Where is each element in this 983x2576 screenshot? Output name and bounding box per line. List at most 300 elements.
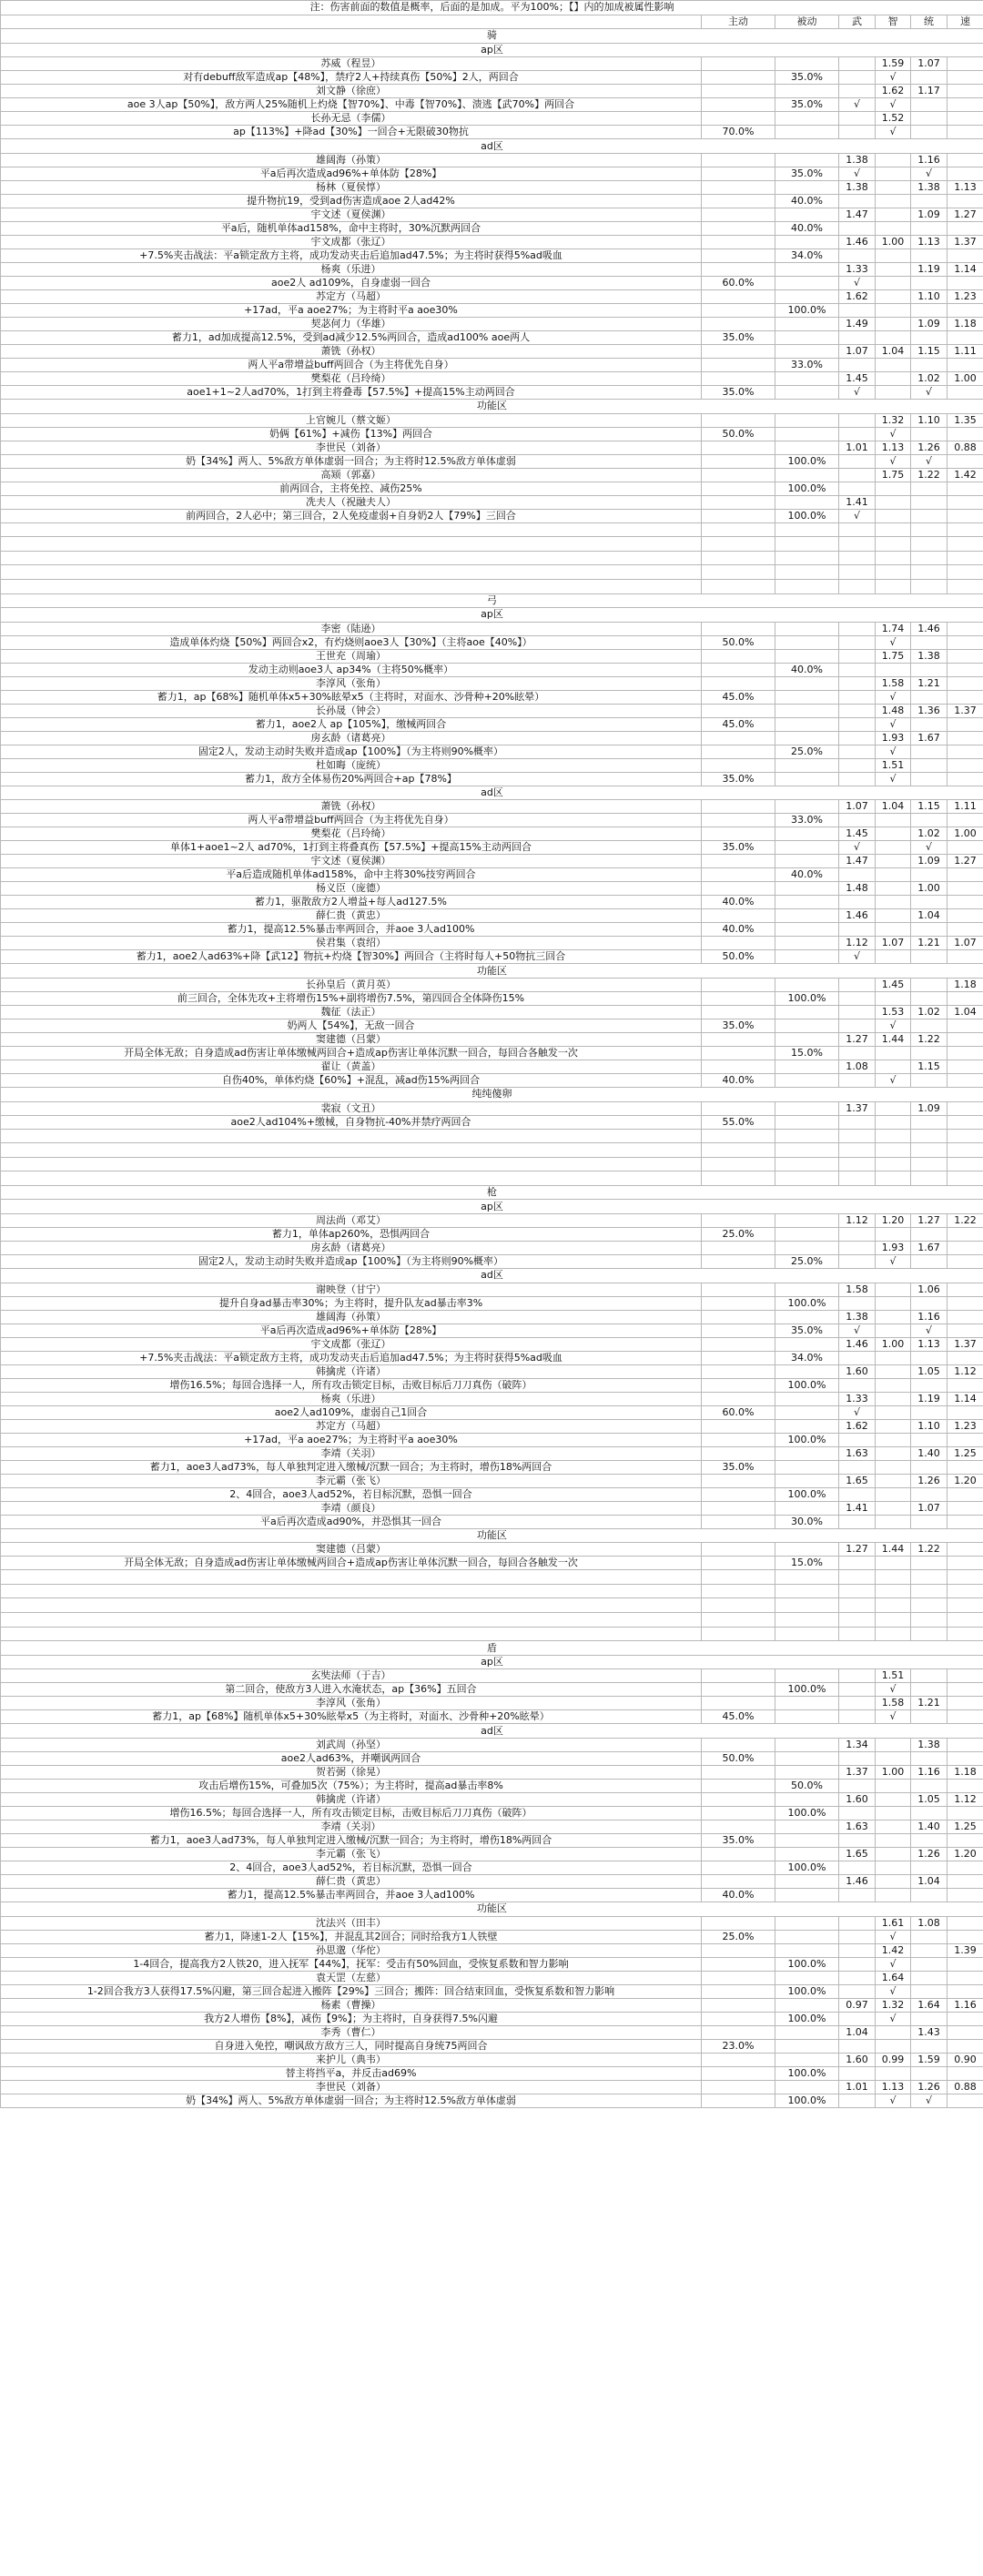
su-cell <box>948 1669 983 1683</box>
empty-cell <box>702 1171 775 1186</box>
hero-cell: 替主将挡平a，并反击ad69% <box>1 2066 702 2080</box>
su-cell <box>948 1861 983 1875</box>
su-cell <box>948 1046 983 1060</box>
table-row <box>1 371 983 385</box>
table-row <box>1 358 983 371</box>
hero-cell: 萧铣（孙权） <box>1 800 702 814</box>
empty-cell <box>876 565 911 580</box>
zone-row <box>1 1200 983 1214</box>
hero-cell: 1-4回合，提高我方2人铁20，进入抚军【44%】，抚军：受击有50%回血，受恢复系数和智力影响 <box>1 1957 702 1971</box>
wu-cell <box>839 303 876 317</box>
active-cell <box>702 1984 775 1998</box>
zhi-cell <box>876 509 911 522</box>
hero-cell: 增伤16.5%；每回合选择一人，所有攻击锁定目标，击败目标后刀刀真伤（破阵） <box>1 1378 702 1392</box>
active-cell <box>702 649 775 663</box>
zone-title: 功能区 <box>1 964 983 979</box>
tong-cell: 1.09 <box>911 208 948 221</box>
su-cell <box>948 1115 983 1129</box>
zhi-cell <box>876 1557 911 1570</box>
hero-cell: aoe2人 ad109%，自身虚弱一回合 <box>1 276 702 289</box>
hero-cell: 攻击后增伤15%，可叠加5次（75%）；为主将时，提高ad暴击率8% <box>1 1780 702 1793</box>
empty-cell <box>1 579 702 593</box>
wu-cell: 1.38 <box>839 153 876 167</box>
passive-cell: 100.0% <box>775 2066 839 2080</box>
active-cell <box>702 454 775 468</box>
zhi-cell: 0.99 <box>876 2053 911 2066</box>
wu-cell: 1.01 <box>839 2080 876 2094</box>
zhi-cell <box>876 1446 911 1460</box>
hero-cell: 蓄力1，提高12.5%暴击率两回合，并aoe 3人ad100% <box>1 1889 702 1902</box>
hero-cell: 杨林（夏侯惇） <box>1 180 702 194</box>
zhi-cell <box>876 1515 911 1528</box>
wu-cell <box>839 221 876 235</box>
tong-cell: 1.26 <box>911 441 948 454</box>
wu-cell <box>839 71 876 85</box>
zhi-cell: 1.93 <box>876 1242 911 1255</box>
hero-cell: 房玄龄（诸葛亮） <box>1 1242 702 1255</box>
wu-cell <box>839 2012 876 2025</box>
zhi-cell: 1.48 <box>876 704 911 717</box>
zhi-cell <box>876 385 911 399</box>
wu-cell <box>839 1916 876 1930</box>
hero-cell: 奶【34%】两人、5%敌方单体虚弱一回合；为主将时12.5%敌方单体虚弱 <box>1 454 702 468</box>
zhi-cell <box>876 2025 911 2039</box>
su-cell <box>948 1378 983 1392</box>
wu-cell <box>839 1487 876 1501</box>
active-cell <box>702 1943 775 1957</box>
su-cell: 1.13 <box>948 180 983 194</box>
hero-cell: 第二回合，使敌方3人进入水淹状态，ap【36%】五回合 <box>1 1683 702 1697</box>
blank-row <box>1 579 983 593</box>
hero-cell: 蓄力1，敌方全体易伤20%两回合+ap【78%】 <box>1 772 702 786</box>
active-cell <box>702 1296 775 1310</box>
empty-cell <box>702 565 775 580</box>
active-cell <box>702 1807 775 1820</box>
active-cell <box>702 2066 775 2080</box>
passive-cell: 35.0% <box>775 167 839 180</box>
active-cell <box>702 1487 775 1501</box>
section-row <box>1 1185 983 1200</box>
active-cell <box>702 1848 775 1861</box>
table-row <box>1 978 983 991</box>
su-cell <box>948 1916 983 1930</box>
tong-cell: 1.22 <box>911 468 948 482</box>
empty-cell <box>839 1157 876 1171</box>
active-cell: 45.0% <box>702 717 775 731</box>
zhi-cell <box>876 855 911 868</box>
zhi-cell <box>876 991 911 1005</box>
passive-cell <box>775 635 839 649</box>
wu-cell <box>839 1515 876 1528</box>
empty-cell <box>1 565 702 580</box>
tong-cell <box>911 1780 948 1793</box>
passive-cell <box>775 1214 839 1228</box>
active-cell: 25.0% <box>702 1930 775 1943</box>
wu-cell: √ <box>839 1323 876 1337</box>
active-cell <box>702 1005 775 1019</box>
hero-cell: ap【113%】+降ad【30%】一回合+无限破30物抗 <box>1 126 702 139</box>
tong-cell <box>911 1889 948 1902</box>
passive-cell <box>775 235 839 248</box>
table-row <box>1 303 983 317</box>
passive-cell <box>775 2039 839 2053</box>
zone-title: ad区 <box>1 786 983 800</box>
tong-cell: 1.67 <box>911 1242 948 1255</box>
passive-cell: 15.0% <box>775 1557 839 1570</box>
wu-cell <box>839 57 876 71</box>
zone-title: ap区 <box>1 608 983 623</box>
passive-cell <box>775 1697 839 1710</box>
wu-cell: √ <box>839 841 876 855</box>
wu-cell <box>839 991 876 1005</box>
header-zhi: 智 <box>876 15 911 29</box>
tong-cell <box>911 276 948 289</box>
tong-cell <box>911 1834 948 1848</box>
active-cell <box>702 57 775 71</box>
zone-title: ad区 <box>1 1724 983 1739</box>
wu-cell <box>839 923 876 937</box>
table-row <box>1 1101 983 1115</box>
table-row <box>1 262 983 276</box>
zone-title: ap区 <box>1 1655 983 1669</box>
su-cell <box>948 98 983 112</box>
active-cell <box>702 731 775 745</box>
tong-cell <box>911 1255 948 1269</box>
su-cell <box>948 330 983 344</box>
table-row <box>1 2053 983 2066</box>
zone-title: 功能区 <box>1 1528 983 1543</box>
hero-cell: 苏威（程昱） <box>1 57 702 71</box>
zhi-cell: √ <box>876 717 911 731</box>
zhi-cell <box>876 841 911 855</box>
hero-cell: 翟让（黄盖） <box>1 1060 702 1073</box>
passive-cell <box>775 1073 839 1087</box>
tong-cell: 1.05 <box>911 1364 948 1378</box>
passive-cell <box>775 1364 839 1378</box>
zhi-cell <box>876 950 911 964</box>
passive-cell: 50.0% <box>775 1780 839 1793</box>
table-row <box>1 468 983 482</box>
table-row <box>1 1834 983 1848</box>
tong-cell: 1.15 <box>911 800 948 814</box>
table-row <box>1 1766 983 1780</box>
zhi-cell <box>876 882 911 896</box>
hero-cell: 王世充（周瑜） <box>1 649 702 663</box>
zhi-cell: √ <box>876 2012 911 2025</box>
su-cell <box>948 1807 983 1820</box>
zone-title: 功能区 <box>1 399 983 413</box>
active-cell <box>702 1474 775 1487</box>
su-cell <box>948 1889 983 1902</box>
su-cell <box>948 1683 983 1697</box>
wu-cell <box>839 1460 876 1474</box>
tong-cell: 1.13 <box>911 235 948 248</box>
passive-cell: 25.0% <box>775 1255 839 1269</box>
header-su: 速 <box>948 15 983 29</box>
section-row <box>1 29 983 44</box>
hero-cell: 孙思邈（华佗） <box>1 1943 702 1957</box>
empty-cell <box>876 1171 911 1186</box>
empty-cell <box>911 551 948 565</box>
tong-cell: 1.07 <box>911 1501 948 1515</box>
hero-cell: 蓄力1，驱散敌方2人增益+每人ad127.5% <box>1 896 702 909</box>
su-cell <box>948 1019 983 1032</box>
wu-cell <box>839 1242 876 1255</box>
hero-cell: 窦建德（吕蒙） <box>1 1032 702 1046</box>
zhi-cell <box>876 1834 911 1848</box>
hero-cell: 李秀（曹仁） <box>1 2025 702 2039</box>
su-cell: 1.20 <box>948 1848 983 1861</box>
passive-cell: 30.0% <box>775 1515 839 1528</box>
active-cell <box>702 1820 775 1834</box>
empty-cell <box>702 551 775 565</box>
zhi-cell: 1.32 <box>876 1998 911 2012</box>
hero-cell: 薛仁贵（黄忠） <box>1 1875 702 1889</box>
table-row <box>1 1242 983 1255</box>
su-cell: 1.42 <box>948 468 983 482</box>
tong-cell: 1.15 <box>911 344 948 358</box>
table-row <box>1 855 983 868</box>
zhi-cell <box>876 1419 911 1433</box>
su-cell: 1.12 <box>948 1364 983 1378</box>
hero-cell: 平a后造成随机单体ad158%，命中主将30%技穷两回合 <box>1 868 702 882</box>
active-cell <box>702 1697 775 1710</box>
table-row <box>1 495 983 509</box>
hero-cell: 奶【34%】两人、5%敌方单体虚弱一回合；为主将时12.5%敌方单体虚弱 <box>1 2094 702 2107</box>
empty-cell <box>839 551 876 565</box>
tong-cell <box>911 1710 948 1724</box>
wu-cell <box>839 468 876 482</box>
active-cell <box>702 371 775 385</box>
hero-cell: 侯君集（袁绍） <box>1 937 702 950</box>
tong-cell: 1.17 <box>911 85 948 98</box>
su-cell: 1.25 <box>948 1446 983 1460</box>
passive-cell: 33.0% <box>775 814 839 827</box>
hero-cell: 平a后再次造成ad96%+单体防【28%】 <box>1 1323 702 1337</box>
active-cell <box>702 1739 775 1752</box>
wu-cell <box>839 2039 876 2053</box>
active-cell: 40.0% <box>702 896 775 909</box>
su-cell <box>948 950 983 964</box>
active-cell <box>702 704 775 717</box>
wu-cell <box>839 1957 876 1971</box>
table-row <box>1 1310 983 1323</box>
table-row <box>1 2066 983 2080</box>
table-row <box>1 896 983 909</box>
tong-cell <box>911 896 948 909</box>
su-cell <box>948 758 983 772</box>
wu-cell: 1.33 <box>839 262 876 276</box>
zone-title: ad区 <box>1 139 983 154</box>
active-cell <box>702 1515 775 1528</box>
active-cell: 60.0% <box>702 276 775 289</box>
active-cell <box>702 1392 775 1405</box>
hero-cell: 蓄力1，aoe2人ad63%+降【武12】物抗+灼烧【智30%】两回合（主将时每人+50物抗三回合 <box>1 950 702 964</box>
zhi-cell: 1.42 <box>876 1943 911 1957</box>
table-row <box>1 841 983 855</box>
zhi-cell <box>876 1780 911 1793</box>
table-row <box>1 717 983 731</box>
tong-cell: 1.09 <box>911 855 948 868</box>
wu-cell: 1.08 <box>839 1060 876 1073</box>
zhi-cell: 1.64 <box>876 1971 911 1984</box>
passive-cell: 35.0% <box>775 1323 839 1337</box>
su-cell: 1.18 <box>948 978 983 991</box>
active-cell: 35.0% <box>702 841 775 855</box>
empty-cell <box>839 1584 876 1598</box>
su-cell <box>948 690 983 704</box>
su-cell <box>948 1834 983 1848</box>
empty-cell <box>911 1570 948 1585</box>
empty-cell <box>839 537 876 552</box>
passive-cell <box>775 1543 839 1557</box>
zhi-cell: √ <box>876 427 911 441</box>
wu-cell: 1.60 <box>839 1793 876 1807</box>
passive-cell <box>775 413 839 427</box>
wu-cell <box>839 1433 876 1446</box>
wu-cell <box>839 1861 876 1875</box>
hero-cell: 蓄力1，aoe3人ad73%，每人单独判定进入缴械/沉默一回合；为主将时，增伤18%两回合 <box>1 1834 702 1848</box>
blank-row <box>1 1129 983 1143</box>
passive-cell <box>775 937 839 950</box>
blank-row <box>1 1143 983 1158</box>
zhi-cell: √ <box>876 1710 911 1724</box>
tong-cell <box>911 868 948 882</box>
active-cell <box>702 248 775 262</box>
hero-cell: 韩擒虎（许诸） <box>1 1793 702 1807</box>
tong-cell: 1.09 <box>911 1101 948 1115</box>
empty-cell <box>1 1171 702 1186</box>
passive-cell <box>775 1971 839 1984</box>
wu-cell <box>839 1752 876 1766</box>
tong-cell: 1.40 <box>911 1446 948 1460</box>
tong-cell: 1.10 <box>911 413 948 427</box>
passive-cell <box>775 276 839 289</box>
tong-cell <box>911 71 948 85</box>
tong-cell: 1.00 <box>911 882 948 896</box>
wu-cell <box>839 1228 876 1242</box>
table-row <box>1 1378 983 1392</box>
passive-cell <box>775 1766 839 1780</box>
tong-cell: 1.09 <box>911 317 948 330</box>
hero-cell: 宇文成都（张辽） <box>1 235 702 248</box>
active-cell <box>702 882 775 896</box>
table-row <box>1 1984 983 1998</box>
zhi-cell <box>876 495 911 509</box>
tong-cell <box>911 1296 948 1310</box>
tong-cell: 1.38 <box>911 1739 948 1752</box>
zhi-cell: 1.04 <box>876 344 911 358</box>
empty-cell <box>702 537 775 552</box>
table-row <box>1 1296 983 1310</box>
tong-cell: 1.40 <box>911 1820 948 1834</box>
zhi-cell <box>876 276 911 289</box>
zhi-cell <box>876 663 911 676</box>
empty-cell <box>775 551 839 565</box>
su-cell <box>948 1875 983 1889</box>
su-cell <box>948 622 983 635</box>
empty-cell <box>1 1570 702 1585</box>
su-cell: 1.37 <box>948 235 983 248</box>
passive-cell <box>775 126 839 139</box>
passive-cell <box>775 1834 839 1848</box>
active-cell <box>702 663 775 676</box>
zhi-cell: 1.51 <box>876 1669 911 1683</box>
empty-cell <box>911 1613 948 1628</box>
tong-cell <box>911 1378 948 1392</box>
active-cell: 35.0% <box>702 1834 775 1848</box>
wu-cell: 1.04 <box>839 2025 876 2039</box>
tong-cell: 1.04 <box>911 1875 948 1889</box>
zhi-cell <box>876 1296 911 1310</box>
table-row <box>1 1032 983 1046</box>
active-cell <box>702 413 775 427</box>
wu-cell: 1.46 <box>839 235 876 248</box>
wu-cell <box>839 1296 876 1310</box>
su-cell <box>948 71 983 85</box>
su-cell: 0.90 <box>948 2053 983 2066</box>
active-cell <box>702 868 775 882</box>
hero-cell: 蓄力1，ap【68%】随机单体x5+30%眩晕x5（为主将时，对面水、沙骨种+20%眩晕） <box>1 1710 702 1724</box>
passive-cell: 40.0% <box>775 194 839 208</box>
zhi-cell <box>876 2039 911 2053</box>
section-row <box>1 593 983 608</box>
su-cell <box>948 1501 983 1515</box>
passive-cell <box>775 1115 839 1129</box>
passive-cell <box>775 1889 839 1902</box>
passive-cell: 100.0% <box>775 303 839 317</box>
zhi-cell <box>876 868 911 882</box>
hero-cell: 发动主动则aoe3人 ap34%（主将50%概率） <box>1 663 702 676</box>
wu-cell <box>839 635 876 649</box>
table-row <box>1 57 983 71</box>
passive-cell <box>775 427 839 441</box>
zhi-cell: 1.58 <box>876 1697 911 1710</box>
active-cell <box>702 1351 775 1364</box>
active-cell <box>702 180 775 194</box>
table-row <box>1 1115 983 1129</box>
zhi-cell <box>876 248 911 262</box>
tong-cell <box>911 1487 948 1501</box>
hero-cell: 杨爽（乐进） <box>1 262 702 276</box>
empty-cell <box>1 1613 702 1628</box>
passive-cell <box>775 385 839 399</box>
tong-cell <box>911 1683 948 1697</box>
header-tong: 统 <box>911 15 948 29</box>
empty-cell <box>839 1627 876 1641</box>
su-cell <box>948 1073 983 1087</box>
zhi-cell: √ <box>876 690 911 704</box>
table-row <box>1 85 983 98</box>
su-cell <box>948 1323 983 1337</box>
su-cell <box>948 1739 983 1752</box>
empty-cell <box>702 1570 775 1585</box>
passive-cell <box>775 1501 839 1515</box>
empty-cell <box>839 522 876 537</box>
hero-cell: 李靖（颜良） <box>1 1501 702 1515</box>
table-row <box>1 882 983 896</box>
wu-cell <box>839 1351 876 1364</box>
passive-cell <box>775 371 839 385</box>
wu-cell: 1.62 <box>839 1419 876 1433</box>
table-row <box>1 1793 983 1807</box>
tong-cell: 1.21 <box>911 676 948 690</box>
hero-cell: 蓄力1，aoe2人 ap【105%】，缴械两回合 <box>1 717 702 731</box>
zone-row <box>1 139 983 154</box>
empty-cell <box>702 522 775 537</box>
hero-cell: 李淳风（张角） <box>1 1697 702 1710</box>
hero-cell: 周法尚（邓艾） <box>1 1214 702 1228</box>
